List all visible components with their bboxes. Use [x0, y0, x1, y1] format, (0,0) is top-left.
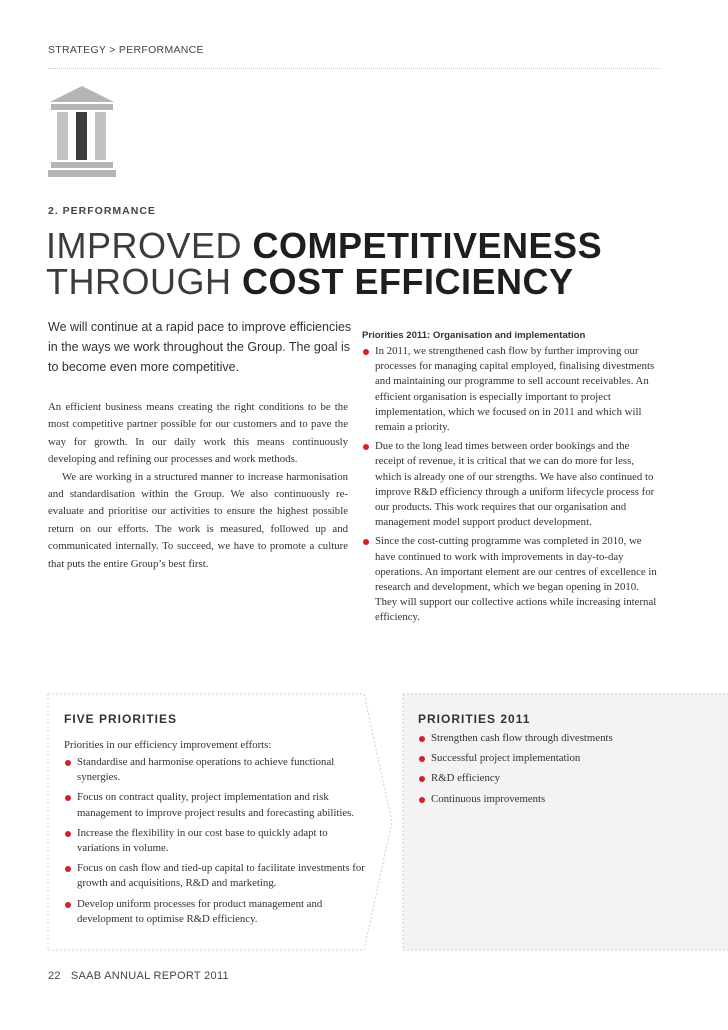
bullet-dot-icon [419, 797, 425, 803]
list-item-text: Focus on cash flow and tied-up capital to facilitate investments for growth and acquisitions, R&D and marketing. [77, 862, 365, 890]
list-item [64, 897, 370, 927]
headline-bold-2: COST EFFICIENCY [242, 261, 574, 302]
intro-paragraph: We will continue at a rapid pace to improve efficiencies in the ways we work throughout the Group. The goal is to become even more competitive. [48, 320, 352, 374]
body-paragraph: We are working in a structured manner to increase harmonisation and standardisation within the Group. We also continuously re-evaluate and prioritise our activities to ensure the highest possible return on our efforts. The work is measured, followed up and communicated internally. To succeed, we have to promote a culture that puts the entire Group’s best first. [48, 470, 348, 570]
bullet-dot-icon [65, 831, 71, 837]
bullet-dot-icon [65, 866, 71, 872]
bullet-dot-icon [65, 760, 71, 766]
list-item-text: Develop uniform processes for product management and development to optimise R&D efficiency. [77, 897, 323, 925]
list-item [418, 751, 688, 766]
list-item [418, 731, 688, 746]
page-footer [48, 970, 229, 982]
bullet-dot-icon [419, 756, 425, 762]
headline-bold-1: COMPETITIVENESS [252, 225, 603, 266]
list-item-text: Increase the flexibility in our cost base to quickly adapt to variations in volume. [77, 826, 328, 855]
list-item [64, 790, 370, 820]
list-item [64, 755, 370, 785]
bullet-dot-icon [419, 776, 425, 782]
body-paragraph: An efficient business means creating the right conditions to be the most competitive partner possible for our customers and to pave the way for growth. In our daily work this means continuously developing and refining our processes and work methods. [48, 401, 348, 466]
priorities-2011-box [418, 731, 688, 812]
report-title: SAAB ANNUAL REPORT 2011 [70, 970, 229, 982]
list-item-text: Standardise and harmonise operations to achieve functional synergies. [77, 756, 335, 784]
five-priorities-box [64, 738, 370, 932]
priorities-2011-title: PRIORITIES 2011 [418, 712, 531, 726]
bullet-dot-icon [65, 902, 71, 908]
list-item-text: Continuous improvements [431, 792, 546, 805]
list-item [64, 861, 370, 891]
list-item-text: Focus on contract quality, project implementation and risk management to improve project results and forecasting abilities. [77, 791, 355, 819]
breadcrumb: STRATEGY > PERFORMANCE [48, 44, 204, 56]
page-number: 22 [48, 970, 61, 982]
list-item-text: In 2011, we strengthened cash flow by further improving our processes for managing capital employed, finalising divestments and maintaining our programme to sell account receivables. An efficient organisation is especially important to project implementation, which we focused on in 2011 and which will remain a priority. [375, 345, 655, 434]
column-subheading: Priorities 2011: Organisation and implementation [362, 330, 586, 341]
list-item-text: Successful project implementation [431, 752, 581, 765]
list-item-text: Since the cost-cutting programme was completed in 2010, we have continued to work with improvements in day-to-day operations. An important element are our centres of excellence in research and development, which we began opening in 2010. They will support our collective actions while increasing internal efficiency. [375, 535, 657, 624]
bullet-list [64, 755, 370, 927]
five-priorities-lead: Priorities in our efficiency improvement efforts: [64, 739, 272, 751]
list-item [64, 826, 370, 856]
bullet-dot-icon [65, 795, 71, 801]
bullet-dot-icon [419, 736, 425, 742]
bullet-list [418, 731, 688, 807]
section-label: 2. PERFORMANCE [48, 205, 156, 217]
list-item-text: R&D efficiency [431, 772, 501, 785]
headline-light-2: THROUGH [46, 261, 242, 302]
five-priorities-title: FIVE PRIORITIES [64, 712, 178, 726]
list-item-text: Strengthen cash flow through divestments [431, 732, 613, 744]
headline-light-1: IMPROVED [46, 225, 253, 266]
list-item [418, 771, 688, 786]
list-item [418, 792, 688, 807]
list-item-text: Due to the long lead times between order bookings and the receipt of revenue, it is critical that we can do more for less, which is already one of our strengths. We have also continued to improve R&D efficiency through a uniform lifecycle process for our products. This work requires that our organisation and management model support product development. [375, 440, 655, 529]
